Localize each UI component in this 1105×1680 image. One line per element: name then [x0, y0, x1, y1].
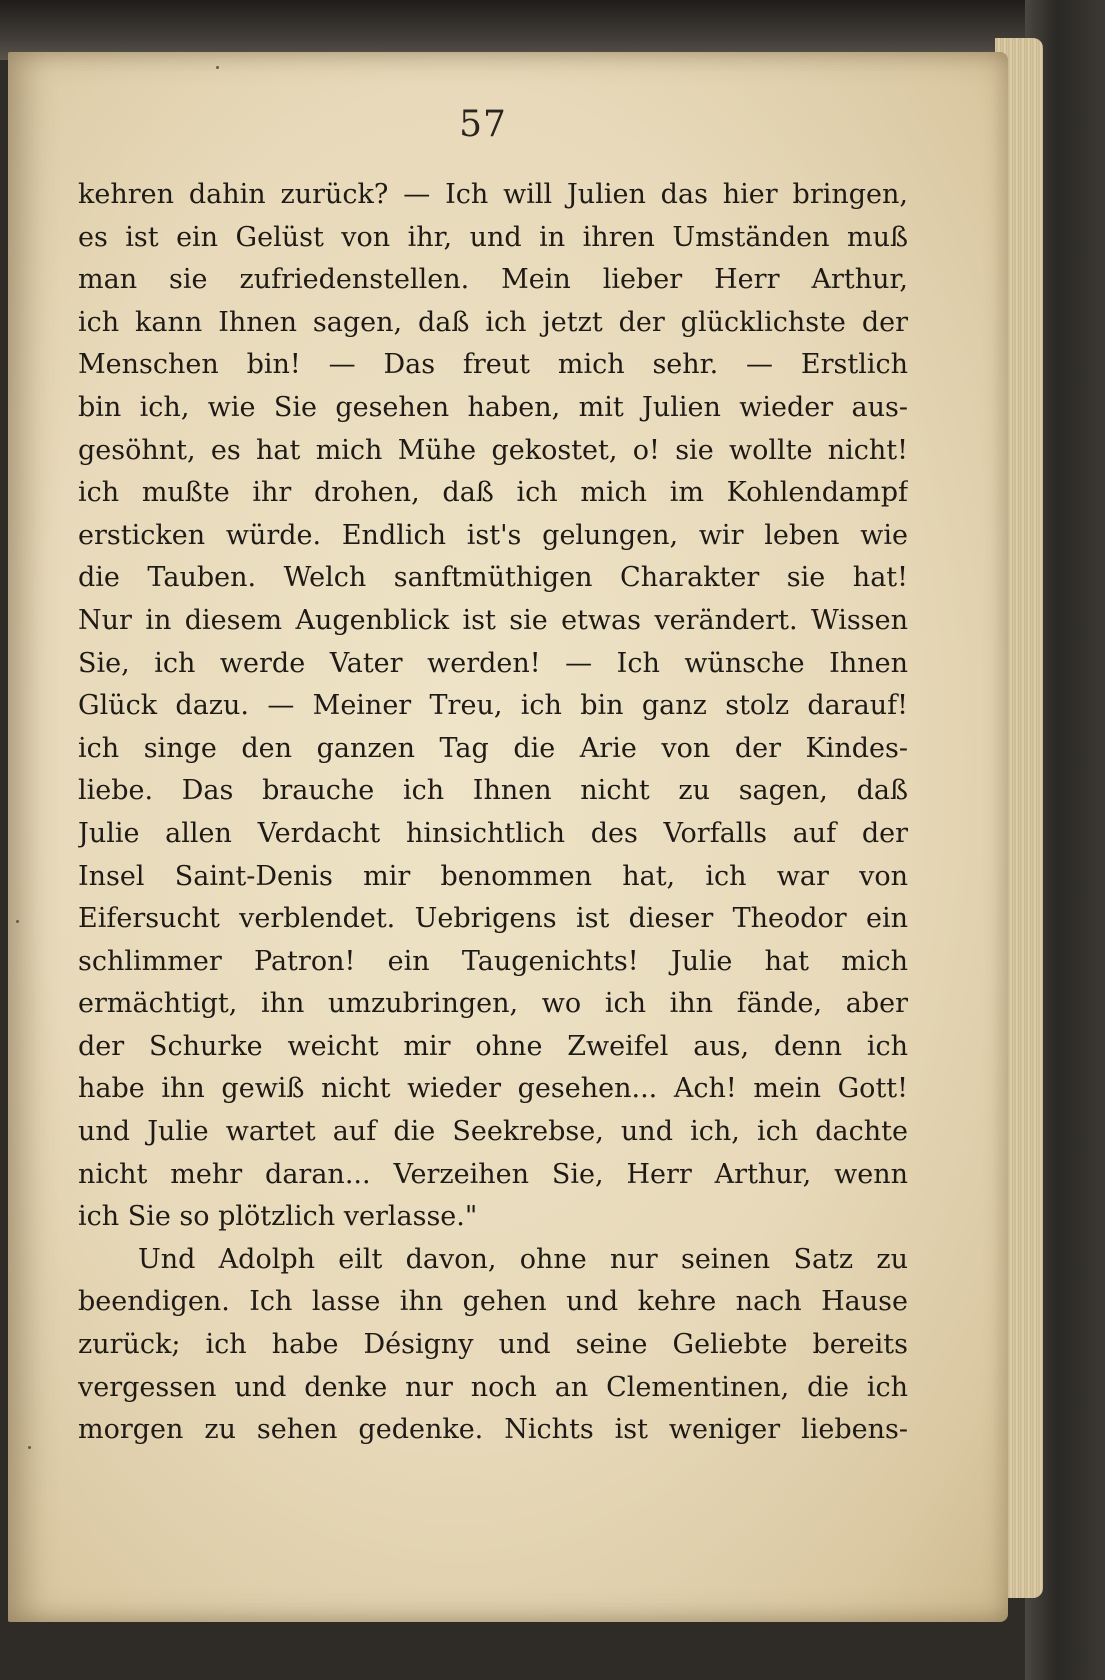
text-line: Nur in diesem Augenblick ist sie etwas verändert. Wissen [78, 604, 908, 636]
text-line: nicht mehr daran... Verzeihen Sie, Herr Arthur, wenn [78, 1158, 908, 1190]
text-line: Eifersucht verblendet. Uebrigens ist dieser Theodor ein [78, 903, 908, 935]
book-cover-top [0, 0, 1105, 60]
text-line: Glück dazu. — Meiner Treu, ich bin ganz stolz darauf! [78, 690, 908, 722]
text-line: die Tauben. Welch sanftmüthigen Charakter sie hat! [78, 562, 908, 594]
text-line: kehren dahin zurück? — Ich will Julien das hier bringen, [78, 179, 908, 210]
body-text [78, 174, 908, 1452]
text-line: und Julie wartet auf die Seekrebse, und ich, ich dachte [78, 1116, 908, 1148]
text-line: beendigen. Ich lasse ihn gehen und kehre nach Hause [78, 1286, 908, 1318]
text-line: Sie, ich werde Vater werden! — Ich wünsche Ihnen [78, 647, 908, 679]
page-speck [16, 920, 19, 923]
text-line: liebe. Das brauche ich Ihnen nicht zu sagen, daß [78, 775, 908, 807]
text-line: bin ich, wie Sie gesehen haben, mit Julien wieder aus- [78, 391, 908, 423]
text-line: der Schurke weicht mir ohne Zweifel aus, denn ich [78, 1030, 908, 1062]
text-line: Julie allen Verdacht hinsichtlich des Vorfalls auf der [78, 817, 908, 849]
text-line: gesöhnt, es hat mich Mühe gekostet, o! sie wollte nicht! [78, 434, 908, 466]
text-line: Menschen bin! — Das freut mich sehr. — Erstlich [78, 349, 908, 381]
text-line: ich kann Ihnen sagen, daß ich jetzt der glücklichste der [78, 306, 908, 338]
text-line: ermächtigt, ihn umzubringen, wo ich ihn fände, aber [78, 988, 908, 1020]
page-number: 57 [459, 104, 507, 145]
page-speck [28, 1446, 31, 1449]
book-page [8, 52, 1008, 1622]
text-line: es ist ein Gelüst von ihr, und in ihren Umständen muß [78, 221, 908, 253]
text-line: ich mußte ihr drohen, daß ich mich im Kohlendampf [78, 477, 908, 509]
page-speck [216, 66, 219, 69]
text-line: morgen zu sehen gedenke. Nichts ist weniger liebens- [78, 1414, 908, 1446]
text-line: ersticken würde. Endlich ist's gelungen, wir leben wie [78, 519, 908, 551]
text-line: vergessen und denke nur noch an Clementinen, die ich [78, 1371, 908, 1403]
text-line: ich Sie so plötzlich verlasse." [78, 1201, 478, 1233]
text-line: ich singe den ganzen Tag die Arie von der Kindes- [78, 732, 908, 764]
text-line: Insel Saint-Denis mir benommen hat, ich war von [78, 860, 908, 892]
text-line: habe ihn gewiß nicht wieder gesehen... Ach! mein Gott! [78, 1073, 908, 1105]
text-line: zurück; ich habe Désigny und seine Geliebte bereits [78, 1329, 908, 1361]
text-line: schlimmer Patron! ein Taugenichts! Julie hat mich [78, 945, 908, 977]
text-line: Und Adolph eilt davon, ohne nur seinen Satz zu [138, 1243, 908, 1275]
text-line: man sie zufriedenstellen. Mein lieber Herr Arthur, [78, 264, 908, 296]
